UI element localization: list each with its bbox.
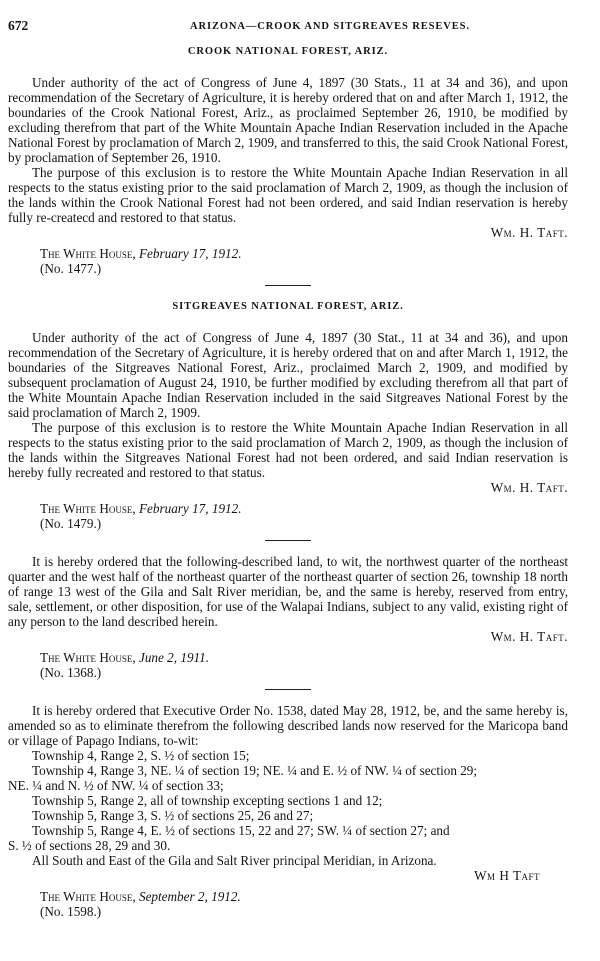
section-walapai bbox=[8, 554, 568, 680]
paragraph: The purpose of this exclusion is to restore the White Mountain Apache Indian Reservation in all respects to the status existing prior to the said proclamation of March 2, 1909, as though the inclusion of the lands within the Sitgreaves National Forest had not been ordered, and said Indian reservation is hereby fully recreated and restored to that status. bbox=[8, 420, 568, 480]
order-number: (No. 1598.) bbox=[40, 904, 102, 919]
land-description-line: Township 5, Range 2, all of township excepting sections 1 and 12; bbox=[32, 793, 383, 808]
dateline-place: The White House, bbox=[40, 889, 136, 904]
section-divider bbox=[265, 285, 311, 286]
dateline bbox=[40, 501, 568, 516]
section-title: SITGREAVES NATIONAL FOREST, ARIZ. bbox=[172, 301, 404, 312]
signature: Wm. H. Taft. bbox=[490, 225, 568, 240]
land-description-line: NE. ¼ and N. ½ of NW. ¼ of section 33; bbox=[8, 778, 224, 793]
paragraph: Under authority of the act of Congress of June 4, 1897 (30 Stats., 11 at 34 and 36), and upon recommendation of the Secretary of Agriculture, it is hereby ordered that on and after March 1, 1912, the boundaries of the Crook National Forest, Ariz., as proclaimed September 26, 1910, be modified by excluding therefrom that part of the White Mountain Apache Indian Reservation included in the Apache National Forest by proclamation of March 2, 1909, and transferred to this, the said Crook National Forest, by proclamation of September 26, 1910. bbox=[8, 75, 568, 165]
running-title: ARIZONA—CROOK AND SITGREAVES RESEVES. bbox=[190, 21, 470, 32]
land-description-line: All South and East of the Gila and Salt River principal Meridian, in Arizona. bbox=[32, 853, 437, 868]
signature: Wm H Taft bbox=[474, 868, 540, 883]
land-description-line: Township 5, Range 4, E. ½ of sections 15, 22 and 27; SW. ¼ of section 27; and bbox=[32, 823, 450, 838]
order-number: (No. 1479.) bbox=[40, 516, 102, 531]
section-divider bbox=[265, 540, 311, 541]
signature: Wm. H. Taft. bbox=[490, 629, 568, 644]
order-number: (No. 1368.) bbox=[40, 665, 102, 680]
signature: Wm. H. Taft. bbox=[490, 480, 568, 495]
dateline-place: The White House, bbox=[40, 246, 136, 261]
section-divider bbox=[265, 689, 311, 690]
dateline bbox=[40, 246, 568, 261]
running-header bbox=[8, 18, 568, 36]
section-title: CROOK NATIONAL FOREST, ARIZ. bbox=[187, 46, 389, 57]
dateline-date: June 2, 1911. bbox=[138, 650, 210, 665]
order-number: (No. 1477.) bbox=[40, 261, 102, 276]
land-description-line: Township 5, Range 3, S. ½ of sections 25, 26 and 27; bbox=[32, 808, 314, 823]
land-description-line: Township 4, Range 2, S. ½ of section 15; bbox=[32, 748, 250, 763]
paragraph: It is hereby ordered that Executive Order No. 1538, dated May 28, 1912, be, and the same hereby is, amended so as to eliminate therefrom the following described lands now reserved for the Maricopa band or village of Papago Indians, to-wit: bbox=[8, 703, 568, 748]
paragraph: Under authority of the act of Congress of June 4, 1897 (30 Stat., 11 at 34 and 36), and upon recommendation of the Secretary of Agriculture, it is hereby ordered that on and after March 1, 1912, the boundaries of the Sitgreaves National Forest, Ariz., proclaimed March 2, 1909, and modified by subsequent proclamation of August 24, 1910, be further modified by excluding therefrom all that part of the White Mountain Apache Indian Reservation included in the said Sitgreaves National Forest by the said proclamation of March 2, 1909. bbox=[8, 330, 568, 420]
section-sitgreaves bbox=[8, 299, 568, 531]
dateline-date: September 2, 1912. bbox=[138, 889, 241, 904]
paragraph: The purpose of this exclusion is to restore the White Mountain Apache Indian Reservation in all respects to the status existing prior to the said proclamation of March 2, 1909, as though the inclusion of the lands within the Crook National Forest had not been ordered, and said Indian reservation is hereby fully re-createcd and restored to that status. bbox=[8, 165, 568, 225]
dateline-date: February 17, 1912. bbox=[138, 501, 242, 516]
dateline-place: The White House, bbox=[40, 501, 136, 516]
section-crook bbox=[8, 44, 568, 276]
land-description-line: Township 4, Range 3, NE. ¼ of section 19; NE. ¼ and E. ½ of NW. ¼ of section 29; bbox=[32, 763, 478, 778]
dateline bbox=[40, 889, 568, 904]
section-maricopa bbox=[8, 703, 568, 919]
page-number: 672 bbox=[8, 18, 29, 33]
dateline bbox=[40, 650, 568, 665]
land-description-line: S. ½ of sections 28, 29 and 30. bbox=[8, 838, 171, 853]
dateline-place: The White House, bbox=[40, 650, 136, 665]
dateline-date: February 17, 1912. bbox=[138, 246, 242, 261]
paragraph: It is hereby ordered that the following-described land, to wit, the northwest quarter of the northeast quarter and the west half of the northeast quarter of the northeast quarter of section 26, township 18 north of range 13 west of the Gila and Salt River meridian, be, and the same is hereby, reserved from entry, sale, settlement, or other disposition, for use of the Walapai Indians, subject to any valid, existing right of any person to the land described herein. bbox=[8, 554, 568, 629]
